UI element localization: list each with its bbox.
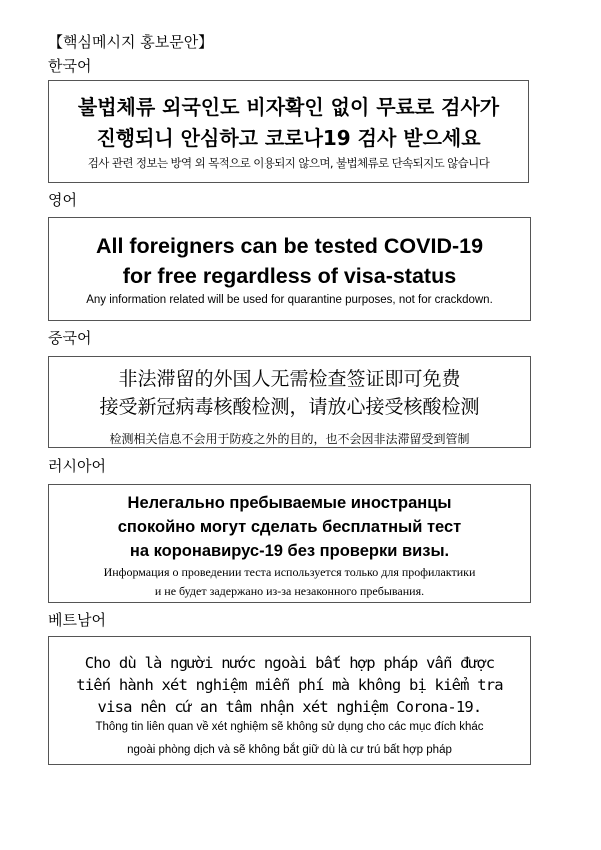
message-note: Информация о проведении теста используется только для профилактики bbox=[103, 565, 476, 579]
message-line: 진행되니 안심하고 코로나19 검사 받으세요 bbox=[96, 126, 481, 150]
message-box-vietnamese bbox=[48, 636, 531, 765]
message-note: Any information related will be used for quarantine purposes, not for crackdown. bbox=[86, 294, 493, 306]
section-heading-korean: 한국어 bbox=[48, 57, 92, 75]
message-line: 接受新冠病毒核酸检测，请放心接受核酸检测 bbox=[99, 396, 480, 418]
message-line: for free regardless of visa-status bbox=[122, 264, 457, 288]
message-line: 불법체류 외국인도 비자확인 없이 무료로 검사가 bbox=[77, 95, 500, 119]
message-box-english bbox=[48, 217, 531, 321]
message-note: Thông tin liên quan về xét nghiệm sẽ không sử dụng cho các mục đích khác bbox=[95, 721, 484, 733]
message-line: Нелегально пребываемые иностранцы bbox=[127, 494, 452, 512]
message-note: 검사 관련 정보는 방역 외 목적으로 이용되지 않으며, 불법체류로 단속되지도 않습니다 bbox=[87, 156, 490, 170]
message-line: visa nên cứ an tâm nhận xét nghiệm Corona-19. bbox=[97, 698, 482, 716]
message-note: 检测相关信息不会用于防疫之外的目的，也不会因非法滞留受到管制 bbox=[109, 432, 470, 446]
message-note: и не будет задержано из-за незаконного пребывания. bbox=[154, 584, 425, 598]
message-line: tiến hành xét nghiệm miễn phí mà không bị kiểm tra bbox=[76, 676, 503, 694]
message-line: спокойно могут сделать бесплатный тест bbox=[117, 518, 462, 536]
message-line: на коронавирус-19 без проверки визы. bbox=[129, 542, 450, 560]
section-heading-russian: 러시아어 bbox=[48, 457, 106, 475]
message-box-chinese bbox=[48, 356, 531, 448]
section-heading-vietnamese: 베트남어 bbox=[48, 611, 106, 629]
message-line: Cho dù là người nước ngoài bất hợp pháp vẫn được bbox=[84, 654, 495, 672]
message-line: 非法滞留的外国人无需检查签证即可免费 bbox=[118, 368, 461, 390]
document-title: 【핵심메시지 홍보문안】 bbox=[48, 33, 214, 51]
message-note: ngoài phòng dịch và sẽ không bắt giữ dù là cư trú bất hợp pháp bbox=[127, 744, 452, 756]
message-line: All foreigners can be tested COVID-19 bbox=[95, 234, 484, 258]
section-heading-english: 영어 bbox=[48, 191, 77, 209]
message-box-russian bbox=[48, 484, 531, 603]
section-heading-chinese: 중국어 bbox=[48, 329, 92, 347]
message-box-korean bbox=[48, 80, 529, 183]
